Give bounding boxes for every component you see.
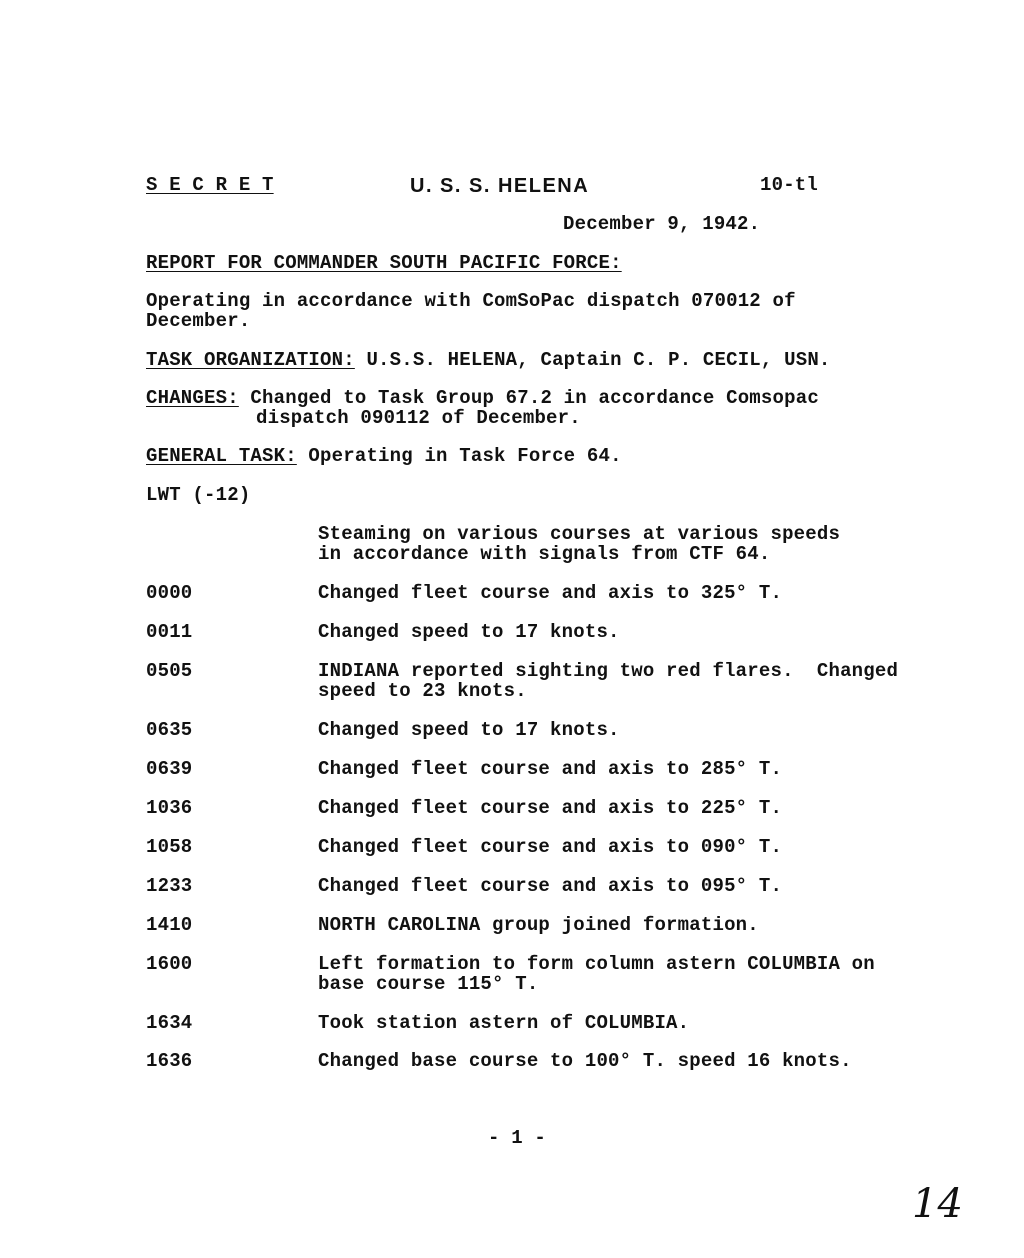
log-text: Changed fleet course and axis to 325° T. bbox=[318, 582, 783, 604]
log-time: 1600 bbox=[146, 953, 193, 975]
document-reference: 10-tl bbox=[760, 174, 819, 196]
log-text: Changed fleet course and axis to 225° T. bbox=[318, 797, 783, 819]
log-text: INDIANA reported sighting two red flares. Changed bbox=[318, 660, 899, 682]
log-time: 0505 bbox=[146, 660, 193, 682]
general-task-line bbox=[146, 446, 622, 466]
log-time: 0635 bbox=[146, 719, 193, 741]
log-time: 0000 bbox=[146, 582, 193, 604]
page-number: - 1 - bbox=[488, 1127, 547, 1149]
log-text: Left formation to form column astern COLUMBIA on bbox=[318, 953, 875, 975]
log-text-continued: base course 115° T. bbox=[318, 973, 539, 995]
handwritten-page-number: 14 bbox=[912, 1181, 963, 1227]
log-time: 1036 bbox=[146, 797, 193, 819]
task-organization-line bbox=[146, 350, 831, 370]
general-task-text: Operating in Task Force 64. bbox=[296, 445, 622, 467]
classification-mark: S E C R E T bbox=[146, 174, 274, 196]
log-text: Changed fleet course and axis to 285° T. bbox=[318, 758, 783, 780]
time-zone-note: LWT (-12) bbox=[146, 484, 251, 506]
changes-line-1 bbox=[146, 388, 819, 408]
log-time: 1233 bbox=[146, 875, 193, 897]
log-text: Changed fleet course and axis to 095° T. bbox=[318, 875, 783, 897]
operating-line-1: Operating in accordance with ComSoPac dispatch 070012 of bbox=[146, 290, 796, 312]
log-text: NORTH CAROLINA group joined formation. bbox=[318, 914, 759, 936]
log-text: Changed base course to 100° T. speed 16 knots. bbox=[318, 1050, 852, 1072]
log-text-continued: speed to 23 knots. bbox=[318, 680, 527, 702]
log-time: 1634 bbox=[146, 1012, 193, 1034]
log-time: 1636 bbox=[146, 1050, 193, 1072]
log-time: 1410 bbox=[146, 914, 193, 936]
general-task-label: GENERAL TASK: bbox=[146, 445, 297, 467]
changes-text: Changed to Task Group 67.2 in accordance Comsopac bbox=[238, 387, 819, 409]
ship-name: U. S. S. HELENA bbox=[410, 175, 590, 197]
log-text: Changed fleet course and axis to 090° T. bbox=[318, 836, 783, 858]
log-time: 0011 bbox=[146, 621, 193, 643]
changes-label: CHANGES: bbox=[146, 387, 239, 409]
operating-line-2: December. bbox=[146, 310, 251, 332]
steaming-intro-line-2: in accordance with signals from CTF 64. bbox=[318, 543, 771, 565]
log-text: Changed speed to 17 knots. bbox=[318, 719, 620, 741]
log-time: 0639 bbox=[146, 758, 193, 780]
log-text: Took station astern of COLUMBIA. bbox=[318, 1012, 690, 1034]
steaming-intro-line-1: Steaming on various courses at various speeds bbox=[318, 523, 841, 545]
changes-line-2: dispatch 090112 of December. bbox=[256, 407, 581, 429]
log-text: Changed speed to 17 knots. bbox=[318, 621, 620, 643]
log-time: 1058 bbox=[146, 836, 193, 858]
task-organization-label: TASK ORGANIZATION: bbox=[146, 349, 355, 371]
report-heading: REPORT FOR COMMANDER SOUTH PACIFIC FORCE: bbox=[146, 252, 622, 274]
report-date: December 9, 1942. bbox=[563, 213, 761, 235]
task-organization-text: U.S.S. HELENA, Captain C. P. CECIL, USN. bbox=[354, 349, 831, 371]
